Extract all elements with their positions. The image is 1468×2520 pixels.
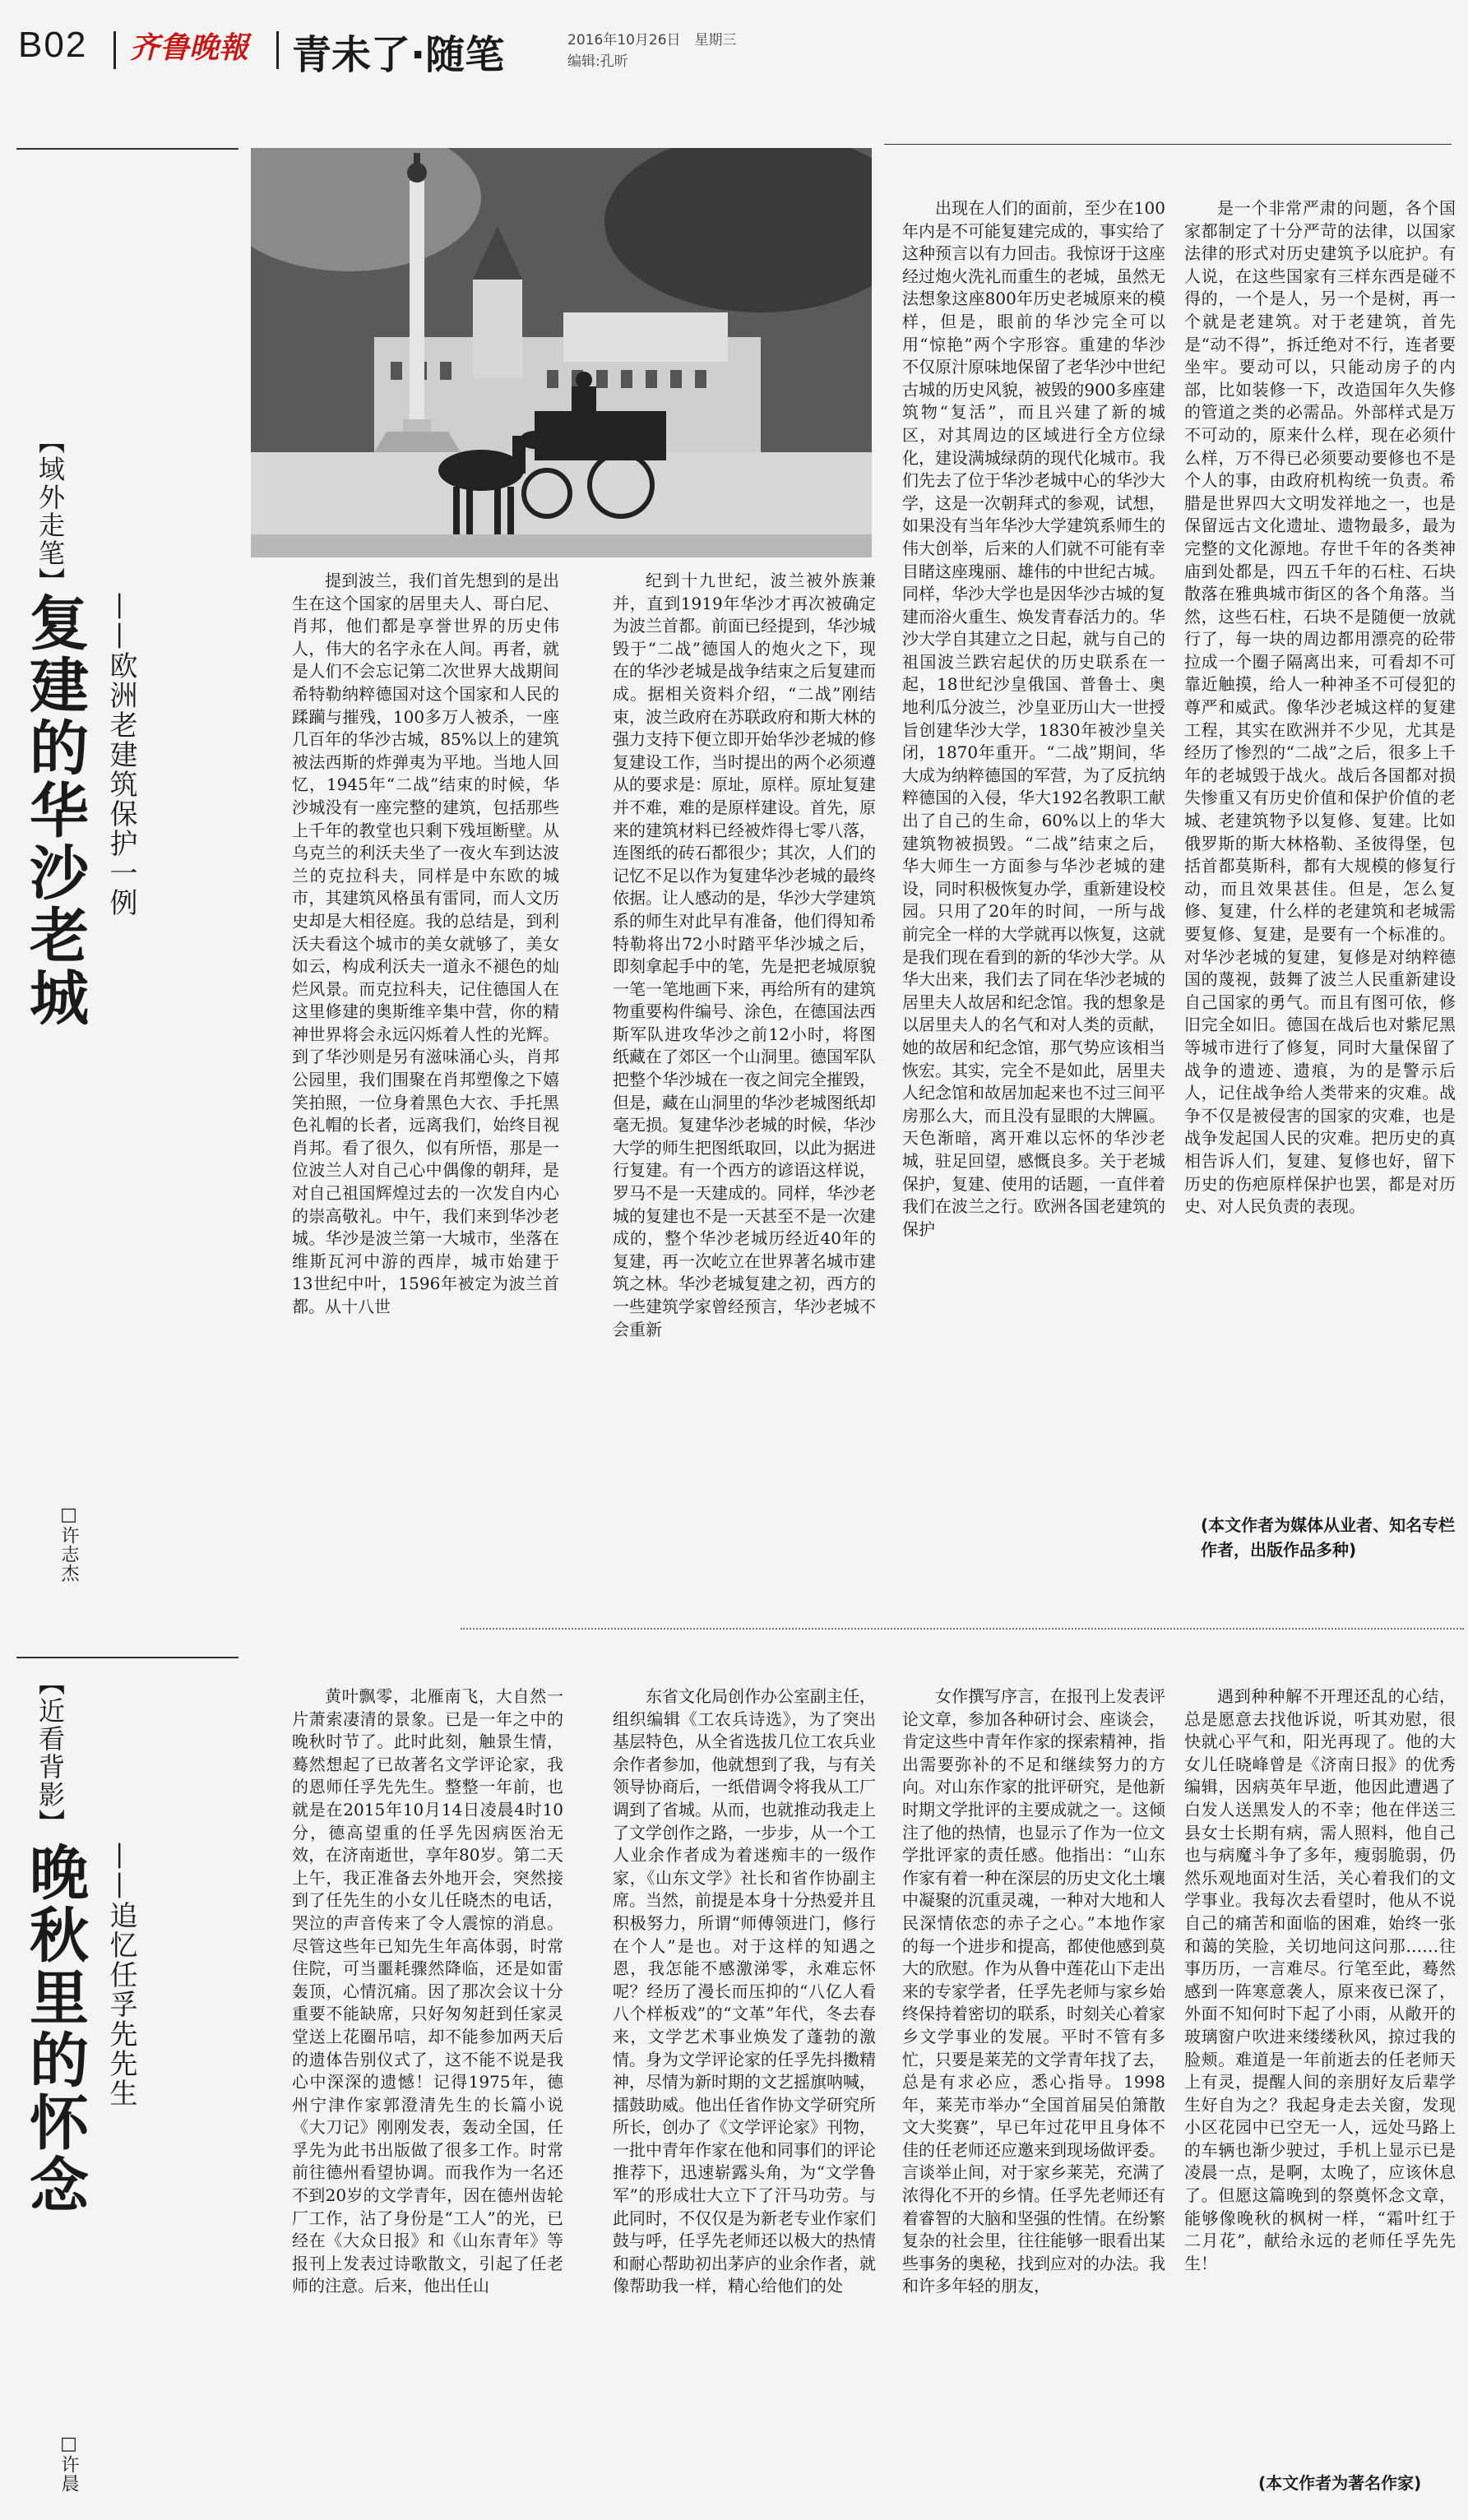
author-note: (本文作者为著名作家) <box>1258 2473 1422 2493</box>
article-divider <box>461 1628 1464 1630</box>
column-text: 纪到十九世纪，波兰被外族兼并，直到1919年华沙才再次被确定为波兰首都。前面已经提到，华沙城毁于“二战”德国人的炮火之下，现在的华沙老城是战争结束之后复建而成。据相关资料介绍，“二战”刚结束，波兰政府在苏联政府和斯大林的强力支持下便立即开始华沙老城的修复建设工作，当时提出的两个必须遵从的要求是：原址，原样。原址复建并不难，难的是原样建设。首先，原来的建筑材料已经被炸得七零八落，连图纸的砖石都很少；其次，人们的记忆不足以作为复建华沙老城的最终依据。让人感动的是，华沙大学建筑系的师生对此早有准备，他们得知希特勒将出72小时踏平华沙城之后，即刻拿起手中的笔，先是把老城原貌一笔一笔地画下来，再给所有的建筑物重要构件编号、涂色，在德国法西斯军队进攻华沙之前12小时，将图纸藏在了郊区一个山洞里。德国军队把整个华沙城在一夜之间完全摧毁，但是，藏在山洞里的华沙老城图纸却毫无损。复建华沙老城的时候，华沙大学的师生把图纸取回，以此为据进行复建。有一个西方的谚语这样说，罗马不是一天建成的。同样，华沙老城的复建也不是一天甚至不是一次建成的，整个华沙老城历经近40年的复建，再一次屹立在世界著名城市建筑之林。华沙老城复建之初，西方的一些建筑学家曾经预言，华沙老城不会重新 <box>613 571 876 1339</box>
issue-date: 2016年10月26日 星期三 <box>567 32 737 49</box>
author-byline: □许晨 <box>58 2434 79 2493</box>
article-column-4 <box>1184 1685 1456 2458</box>
column-text: 女作撰写序言，在报刊上发表评论文章，参加各种研讨会、座谈会，肯定这些中青年作家的探索精神，指出需要弥补的不足和继续努力的方向。对山东作家的批评研究，是他新时期文学批评的主要成就之一。这倾注了他的热情，也显示了作为一位文学批评家的责任感。他指出：“山东作家有着一种在深层的历史文化土壤中凝聚的沉重灵魂，一种对大地和人民深情依恋的赤子之心。”本地作家的每一个进步和提高，都使他感到莫大的欣慰。作为从鲁中莲花山下走出来的专家学者，任孚先老师与家乡始终保持着密切的联系，时刻关心着家乡文学事业的发展。平时不管有多忙，只要是莱芜的文学青年找了去，总是有求必应，悉心指导。1998年，莱芜市举办“全国首届吴伯箫散文大奖赛”，早已年过花甲且身体不佳的任老师还应邀来到现场做评委。言谈举止间，对于家乡莱芜，充满了浓得化不开的乡情。任孚先老师还有着睿智的大脑和坚强的性情。在纷繁复杂的社会里，往往能够一眼看出某些事务的奥秘，找到应对的办法。我和许多年轻的朋友， <box>902 1686 1165 2296</box>
article-column-2 <box>613 1685 876 2499</box>
article-subtitle: ——欧洲老建筑保护一例 <box>104 592 137 918</box>
article-subtitle: ——追忆任孚先先生 <box>104 1842 137 2108</box>
article-column-4 <box>1184 197 1456 1496</box>
column-text: 东省文化局创作办公室副主任，组织编辑《工农兵诗选》，为了突出基层特色，从全省选拔几位工农兵业余作者参加，他就想到了我，与有关领导协商后，一纸借调令将我从工厂调到了省城。从而，也就推动我走上了文学创作之路，一步步，从一个工人业余作者成为着迷痴丰的一级作家，《山东文学》社长和省作协副主席。当然，前提是本身十分热爱并且积极努力，所谓“师傅领进门，修行在个人”是也。对于这样的知遇之恩，我怎能不感激涕零，永难忘怀呢？经历了漫长而压抑的“八亿人看八个样板戏”的“文革”年代，冬去春来，文学艺术事业焕发了蓬勃的激情。身为文学评论家的任孚先抖擞精神，尽情为新时期的文艺摇旗呐喊，擂鼓助威。他出任省作协文学研究所所长，创办了《文学评论家》刊物，一批中青年作家在他和同事们的评论推荐下，迅速崭露头角，为“文学鲁军”的形成壮大立下了汗马功劳。与此同时，不仅仅是为新老专业作家们鼓与呼，任孚先老师还以极大的热情和耐心帮助初出茅庐的业余作者，就像帮助我一样，精心给他们的处 <box>613 1686 876 2296</box>
newspaper-logo: 齐鲁晚報 <box>130 30 249 65</box>
article-column-1 <box>292 570 559 1569</box>
article-title: 复建的华沙老城 <box>20 592 89 1029</box>
section-tag: 【近看背影】 <box>35 1669 66 1837</box>
section-rule <box>16 148 238 150</box>
photo-illustration <box>251 148 872 557</box>
section-rule <box>884 144 1452 145</box>
column-text: 出现在人们的面前，至少在100年内是不可能复建完成的，事实给了这种预言以有力回击。我惊讶于这座经过炮火洗礼而重生的老城，虽然无法想象这座800年历史老城原来的模样，但是，眼前的华沙完全可以用“惊艳”两个字形容。重建的华沙不仅原汁原味地保留了老华沙中世纪古城的历史风貌，被毁的900多座建筑物“复活”，而且兴建了新的城区，对其周边的区域进行全方位绿化，建设满城绿荫的现代化城市。我们先去了位于华沙老城中心的华沙大学，这是一次朝拜式的参观，试想，如果没有当年华沙大学建筑系师生的伟大创举，后来的人们就不可能有幸目睹这座瑰丽、雄伟的中世纪古城。同样，华沙大学也是因华沙古城的复建而浴火重生、焕发青春活力的。华沙大学自其建立之日起，就与自己的祖国波兰跌宕起伏的历史联系在一起，18世纪沙皇俄国、普鲁士、奥地利瓜分波兰，沙皇亚历山大一世授旨创建华沙大学，1830年被沙皇关闭，1870年重开。“二战”期间，华大成为纳粹德国的军营，为了反抗纳粹德国的入侵，华大192名教职工献出了自己的生命，60%以上的华大建筑物被损毁。“二战”结束之后，华大师生一方面参与华沙老城的建设，同时积极恢复办学，重新建设校园。只用了20年的时间，一所与战前完全一样的大学就再以恢复，这就是我们现在看到的新的华沙大学。从华大出来，我们去了同在华沙老城的居里夫人故居和纪念馆。我的想象是以居里夫人的名气和对人类的贡献，她的故居和纪念馆，那气势应该相当恢宏。其实，完全不是如此，居里夫人纪念馆和故居加起来也不过三间平房那么大，而且没有显眼的大牌匾。天色渐暗，离开难以忘怀的华沙老城，驻足回望，感慨良多。关于老城保护，复建、使用的话题，一直伴着我们在波兰之行。欧洲各国老建筑的保护 <box>902 198 1165 1239</box>
warsaw-old-town-photo <box>251 148 872 557</box>
column-text: 黄叶飘零，北雁南飞，大自然一片萧索凄清的景象。已是一年之中的晚秋时节了。此时此刻，触景生情，蓦然想起了已故著名文学评论家，我的恩师任孚先先生。整整一年前，也就是在2015年10月14日凌晨4时10分，德高望重的任孚先因病医治无效，在济南逝世，享年80岁。第二天上午，我正准备去外地开会，突然接到了任先生的小女儿任晓杰的电话，哭泣的声音传来了令人震惊的消息。尽管这些年已知先生年高体弱，时常住院，可当噩耗骤然降临，还是如雷轰顶，心情沉痛。因了那次会议十分重要不能缺席，只好匆匆赶到任家灵堂送上花圈吊唁，却不能参加两天后的遗体告别仪式了，这不能不说是我心中深深的遗憾！记得1975年，德州宁津作家郭澄清先生的长篇小说《大刀记》刚刚发表，轰动全国，任孚先为此书出版做了很多工作。时常前往德州看望协调。而我作为一名还不到20岁的文学青年，因在德州齿轮厂工作，沾了身份是“工人”的光，已经在《大众日报》和《山东青年》等报刊上发表过诗歌散文，引起了任老师的注意。后来，他出任山 <box>292 1686 563 2296</box>
article-column-3 <box>902 1685 1165 2499</box>
column-title: 青未了·随笔 <box>292 32 505 78</box>
author-byline: □许志杰 <box>58 1505 79 1583</box>
section-rule <box>16 1657 238 1658</box>
header-divider <box>276 31 279 69</box>
page-header <box>0 0 1468 90</box>
editor-credit: 编辑:孔昕 <box>567 53 628 70</box>
column-text: 是一个非常严肃的问题，各个国家都制定了十分严苛的法律，以国家法律的形式对历史建筑予以庇护。有人说，在这些国家有三样东西是碰不得的，一个是人，另一个是树，再一个就是老建筑。对于老建筑，首先是“动不得”，拆迁绝对不行，连者要坐牢。要动可以，只能动房子的内部，比如装修一下，改造国年久失修的管道之类的必需品。外部样式是万不可动的，原来什么样，现在必须什么样，万不得已必须要动要修也不是个人的事，由政府机构统一负责。希腊是世界四大文明发祥地之一，也是保留远古文化遗址、遗物最多，最为完整的文化源地。存世千年的各类神庙到处都是，四五千年的石柱、石块散落在雅典城市街区的各个角落。当然，这些石柱，石块不是随便一放就行了，每一块的周边都用漂亮的砼带拉成一个圈子隔离出来，可看却不可靠近触摸，给人一种神圣不可侵犯的尊严和威武。像华沙老城这样的复建工程，其实在欧洲并不少见，尤其是经历了惨烈的“二战”之后，很多上千年的老城毁于战火。战后各国都对损失惨重又有历史价值和保护价值的老城、老建筑物予以复修、复建。比如俄罗斯的斯大林格勒、圣彼得堡，包括首都莫斯科，都有大规模的修复行动，而且效果甚佳。但是，怎么复修、复建，什么样的老建筑和老城需要复修、复建，是要有一个标准的。对华沙老城的复建，复修是对纳粹德国的蔑视，鼓舞了波兰人民重新建设自己国家的勇气。而且有图可依，修旧完全如旧。德国在战后也对紫尼黑等城市进行了修复，同时大量保留了战争的遗迹、遗痕，为的是警示后人，记住战争给人类带来的灾难。战争不仅是被侵害的国家的灾难，也是战争发起国人民的灾难。把历史的真相告诉人们，复建、复修也好，留下历史的伤疤原样保护也罢，都是对历史、对人民负责的表现。 <box>1184 198 1456 1217</box>
article-column-2 <box>613 570 876 1569</box>
author-note: (本文作者为媒体从业者、知名专栏作者，出版作品多种) <box>1201 1515 1456 1560</box>
article-column-1 <box>292 1685 563 2499</box>
page-number: B02 <box>18 25 88 65</box>
section-tag: 【域外走笔】 <box>35 428 66 595</box>
article-title: 晚秋里的怀念 <box>20 1842 89 2217</box>
article-column-3 <box>902 197 1165 1570</box>
column-text: 提到波兰，我们首先想到的是出生在这个国家的居里夫人、哥白尼、肖邦，他们都是享誉世界的历史伟人，伟大的名字永在人间。再者，就是人们不会忘记第二次世界大战期间希特勒纳粹德国对这个国家和人民的蹂躏与摧残，100多万人被杀，一座几百年的华沙古城，85%以上的建筑被法西斯的炸弹夷为平地。当地人回忆，1945年“二战”结束的时候，华沙城没有一座完整的建筑，包括那些上千年的教堂也只剩下残垣断壁。从乌克兰的利沃夫坐了一夜火车到达波兰的克拉科夫，同样是中东欧的城市，其建筑风格虽有雷同，而人文历史却是大相径庭。我的总结是，到利沃夫看这个城市的美女就够了，美女如云，构成利沃夫一道永不褪色的灿烂风景。而克拉科夫，记住德国人在这里修建的奥斯维辛集中营，你的精神世界将会永远闪烁着人性的光辉。到了华沙则是另有滋味涌心头，肖邦公园里，我们围聚在肖邦塑像之下嬉笑拍照，一位身着黑色大衣、手托黑色礼帽的长者，远离我们，始终目视肖邦。看了很久，似有所悟，那是一位波兰人对自己心中偶像的朝拜，是对自己祖国辉煌过去的一次发自内心的崇高敬礼。中午，我们来到华沙老城。华沙是波兰第一大城市，坐落在维斯瓦河中游的西岸，城市始建于13世纪中叶，1596年被定为波兰首都。从十八世 <box>292 571 559 1316</box>
header-divider <box>113 31 116 69</box>
column-text: 遇到种种解不开理还乱的心结，总是愿意去找他诉说，听其劝慰，很快就心平气和，阳光再现了。他的大女儿任晓峰曾是《济南日报》的优秀编辑，因病英年早逝，他因此遭遇了白发人送黑发人的不幸；他在伴送三县女士长期有病，需人照料，他自己也与病魔斗争了多年，瘦弱脆弱，仍然乐观地面对生活，关心着我们的文学事业。我每次去看望时，他从不说自己的痛苦和面临的困难，始终一张和蔼的笑脸，关切地问这问那……往事历历，一言难尽。行笔至此，蓦然感到一阵寒意袭人，原来夜已深了，外面不知何时下起了小雨，从敞开的玻璃窗户吹进来缕缕秋风，掠过我的脸颊。难道是一年前逝去的任老师天上有灵，提醒人间的亲朋好友后辈学生好自为之？我起身走去关窗，发现小区花园中已空无一人，远处马路上的车辆也渐少驶过，手机上显示已是凌晨一点，是啊，太晚了，应该休息了。但愿这篇晚到的祭奠怀念文章，能够像晚秋的枫树一样，“霜叶红于二月花”，献给永远的老师任孚先先生！ <box>1184 1686 1456 2273</box>
